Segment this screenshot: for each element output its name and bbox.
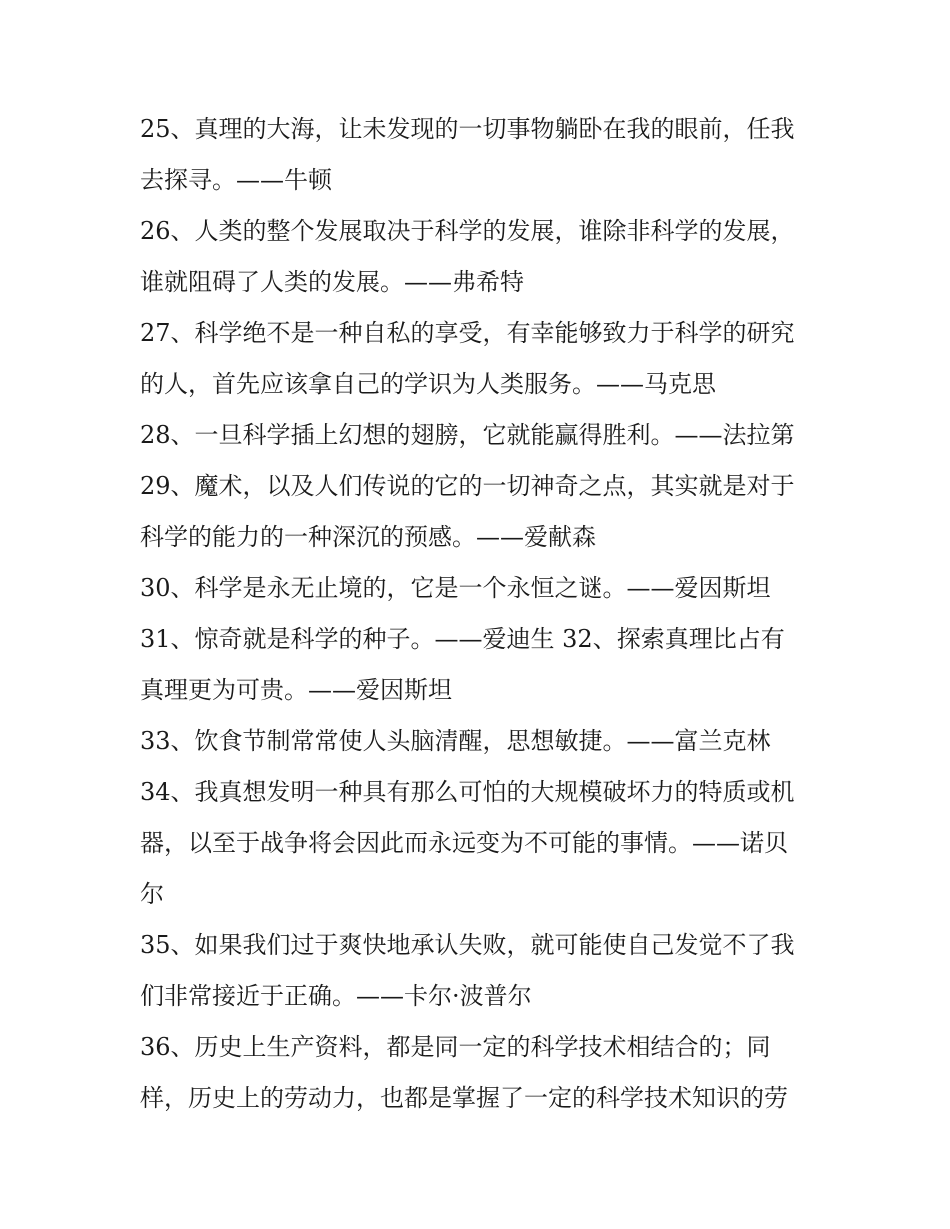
text-line: 的人，首先应该拿自己的学识为人类服务。——马克思 xyxy=(140,370,716,398)
text-line: 25、真理的大海，让未发现的一切事物躺卧在我的眼前，任我 xyxy=(140,115,795,143)
text-line: 31、惊奇就是科学的种子。——爱迪生 32、探索真理比占有 xyxy=(140,625,785,653)
text-line: 科学的能力的一种深沉的预感。——爱献森 xyxy=(140,523,596,551)
text-line: 30、科学是永无止境的，它是一个永恒之谜。——爱因斯坦 xyxy=(140,574,771,602)
text-line: 34、我真想发明一种具有那么可怕的大规模破坏力的特质或机 xyxy=(140,778,795,806)
quote-text-block xyxy=(140,104,820,1124)
text-line: 们非常接近于正确。——卡尔·波普尔 xyxy=(140,982,532,1010)
text-line: 29、魔术，以及人们传说的它的一切神奇之点，其实就是对于 xyxy=(140,472,795,500)
text-line: 26、人类的整个发展取决于科学的发展，谁除非科学的发展， xyxy=(140,217,795,245)
text-line: 27、科学绝不是一种自私的享受，有幸能够致力于科学的研究 xyxy=(140,319,795,347)
text-line: 36、历史上生产资料，都是同一定的科学技术相结合的；同 xyxy=(140,1033,771,1061)
text-line: 35、如果我们过于爽快地承认失败，就可能使自己发觉不了我 xyxy=(140,931,795,959)
text-line: 样，历史上的劳动力，也都是掌握了一定的科学技术知识的劳 xyxy=(140,1084,788,1112)
text-line: 33、饮食节制常常使人头脑清醒，思想敏捷。——富兰克林 xyxy=(140,727,771,755)
text-line: 真理更为可贵。——爱因斯坦 xyxy=(140,676,452,704)
text-line: 谁就阻碍了人类的发展。——弗希特 xyxy=(140,268,524,296)
text-line: 器，以至于战争将会因此而永远变为不可能的事情。——诺贝 xyxy=(140,829,788,857)
text-line: 28、一旦科学插上幻想的翅膀，它就能赢得胜利。——法拉第 xyxy=(140,421,795,449)
text-line: 尔 xyxy=(140,880,164,908)
text-line: 去探寻。——牛顿 xyxy=(140,166,332,194)
